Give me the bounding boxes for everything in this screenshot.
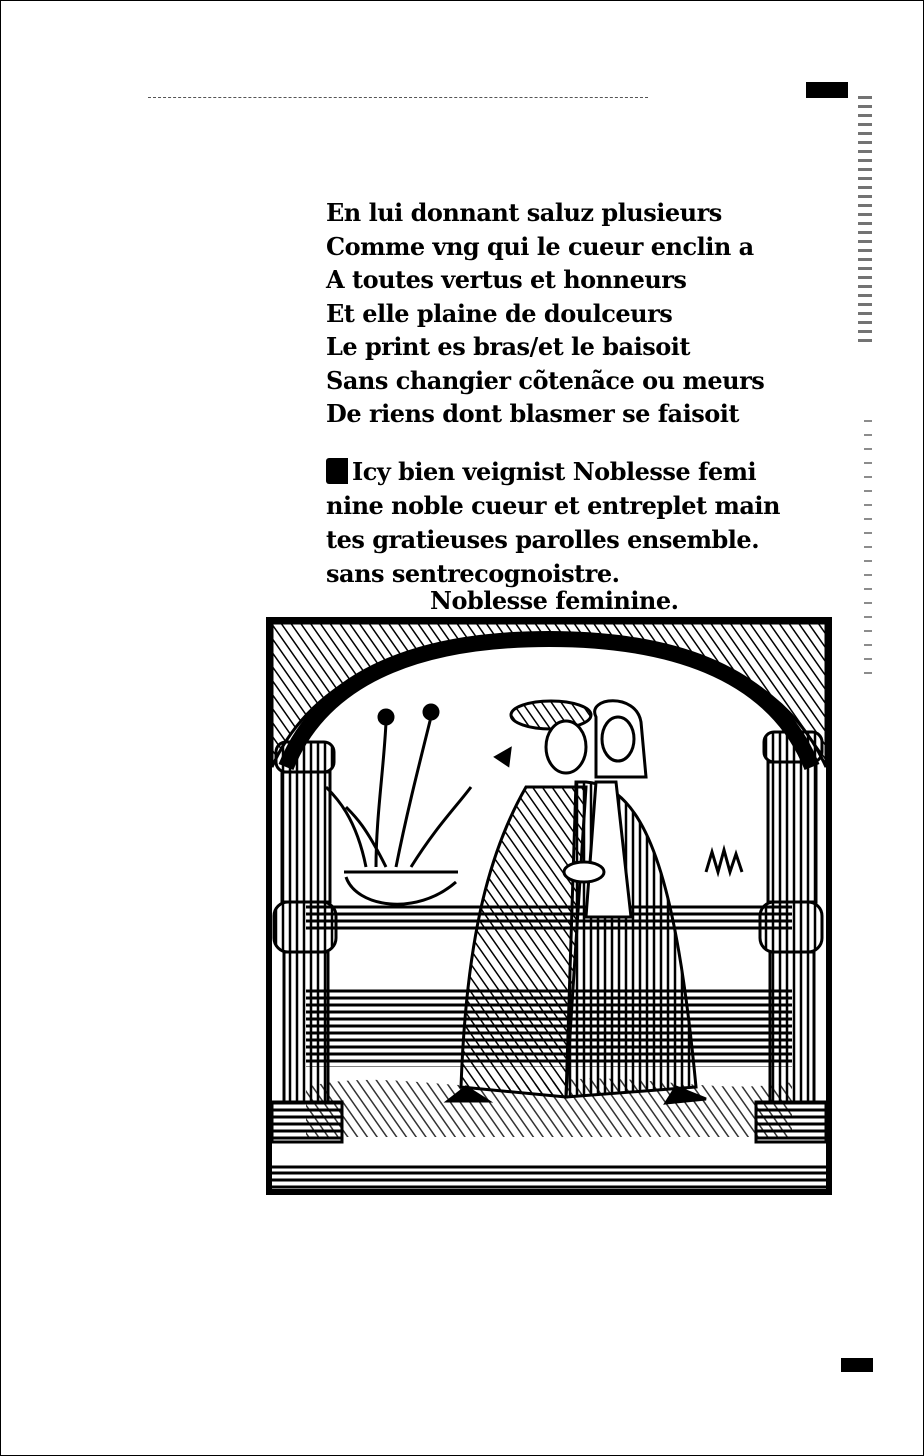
scan-edge-shadow <box>858 96 872 346</box>
verse-line: Et elle plaine de doulceurs <box>326 298 673 328</box>
margin-marker-top <box>806 82 848 98</box>
rubric-line <box>326 455 796 489</box>
woodcut-couple-icon <box>266 617 832 1195</box>
rubric-paragraph <box>326 455 796 591</box>
speaker-heading: Noblesse feminine. <box>430 586 679 615</box>
top-rule <box>148 97 648 98</box>
verse-stanza <box>326 196 796 431</box>
rubric-line: nine noble cueur et entreplet main <box>326 491 780 520</box>
woodcut-illustration <box>266 617 832 1195</box>
rubric-line-text: Icy bien veignist Noblesse femi <box>352 457 757 486</box>
verse-line: Le print es bras/et le baisoit <box>326 332 690 361</box>
verse-line: En lui donnant saluz plusieurs <box>326 198 722 227</box>
verse-line: Sans changier cõtenãce ou meurs <box>326 365 765 395</box>
verse-line: A toutes vertus et honneurs <box>326 265 687 294</box>
verse-line: Comme vng qui le cueur enclin a <box>326 231 754 261</box>
scan-edge-shadow-lower <box>864 420 872 680</box>
rubric-line: sans sentrecognoistre. <box>326 559 620 588</box>
verse-line: De riens dont blasmer se faisoit <box>326 399 739 428</box>
pilcrow-icon <box>326 458 348 484</box>
rubric-line: tes gratieuses parolles ensemble. <box>326 525 760 554</box>
margin-marker-bottom <box>841 1358 873 1372</box>
